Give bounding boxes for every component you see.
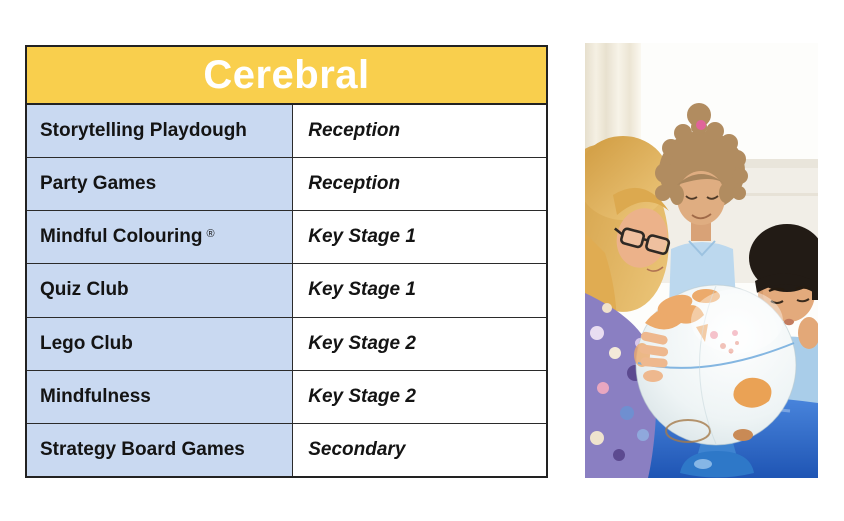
activity-cell: Strategy Board Games — [27, 424, 293, 476]
activity-cell: Mindful Colouring ® — [27, 211, 293, 263]
photo-illustration — [585, 43, 818, 478]
stage-cell: Key Stage 1 — [293, 211, 546, 263]
stage-cell: Key Stage 2 — [293, 371, 546, 423]
pink-scrunchie — [696, 120, 706, 130]
table-row — [27, 210, 546, 263]
table-row — [27, 423, 546, 476]
stage-cell: Reception — [293, 105, 546, 157]
registered-mark: ® — [206, 228, 215, 241]
activity-cell: Mindfulness — [27, 371, 293, 423]
stage-cell: Reception — [293, 158, 546, 210]
stage-cell: Secondary — [293, 424, 546, 476]
activity-cell: Quiz Club — [27, 264, 293, 316]
activity-cell: Lego Club — [27, 318, 293, 370]
table-row — [27, 157, 546, 210]
table-rows — [27, 105, 546, 476]
table-title: Cerebral — [27, 47, 546, 105]
table-row — [27, 317, 546, 370]
table-row — [27, 263, 546, 316]
table-row — [27, 105, 546, 157]
activity-cell: Party Games — [27, 158, 293, 210]
table-row — [27, 370, 546, 423]
activity-cell: Storytelling Playdough — [27, 105, 293, 157]
stage-cell: Key Stage 1 — [293, 264, 546, 316]
activities-table — [25, 45, 548, 478]
classroom-photo — [585, 43, 818, 478]
stage-cell: Key Stage 2 — [293, 318, 546, 370]
